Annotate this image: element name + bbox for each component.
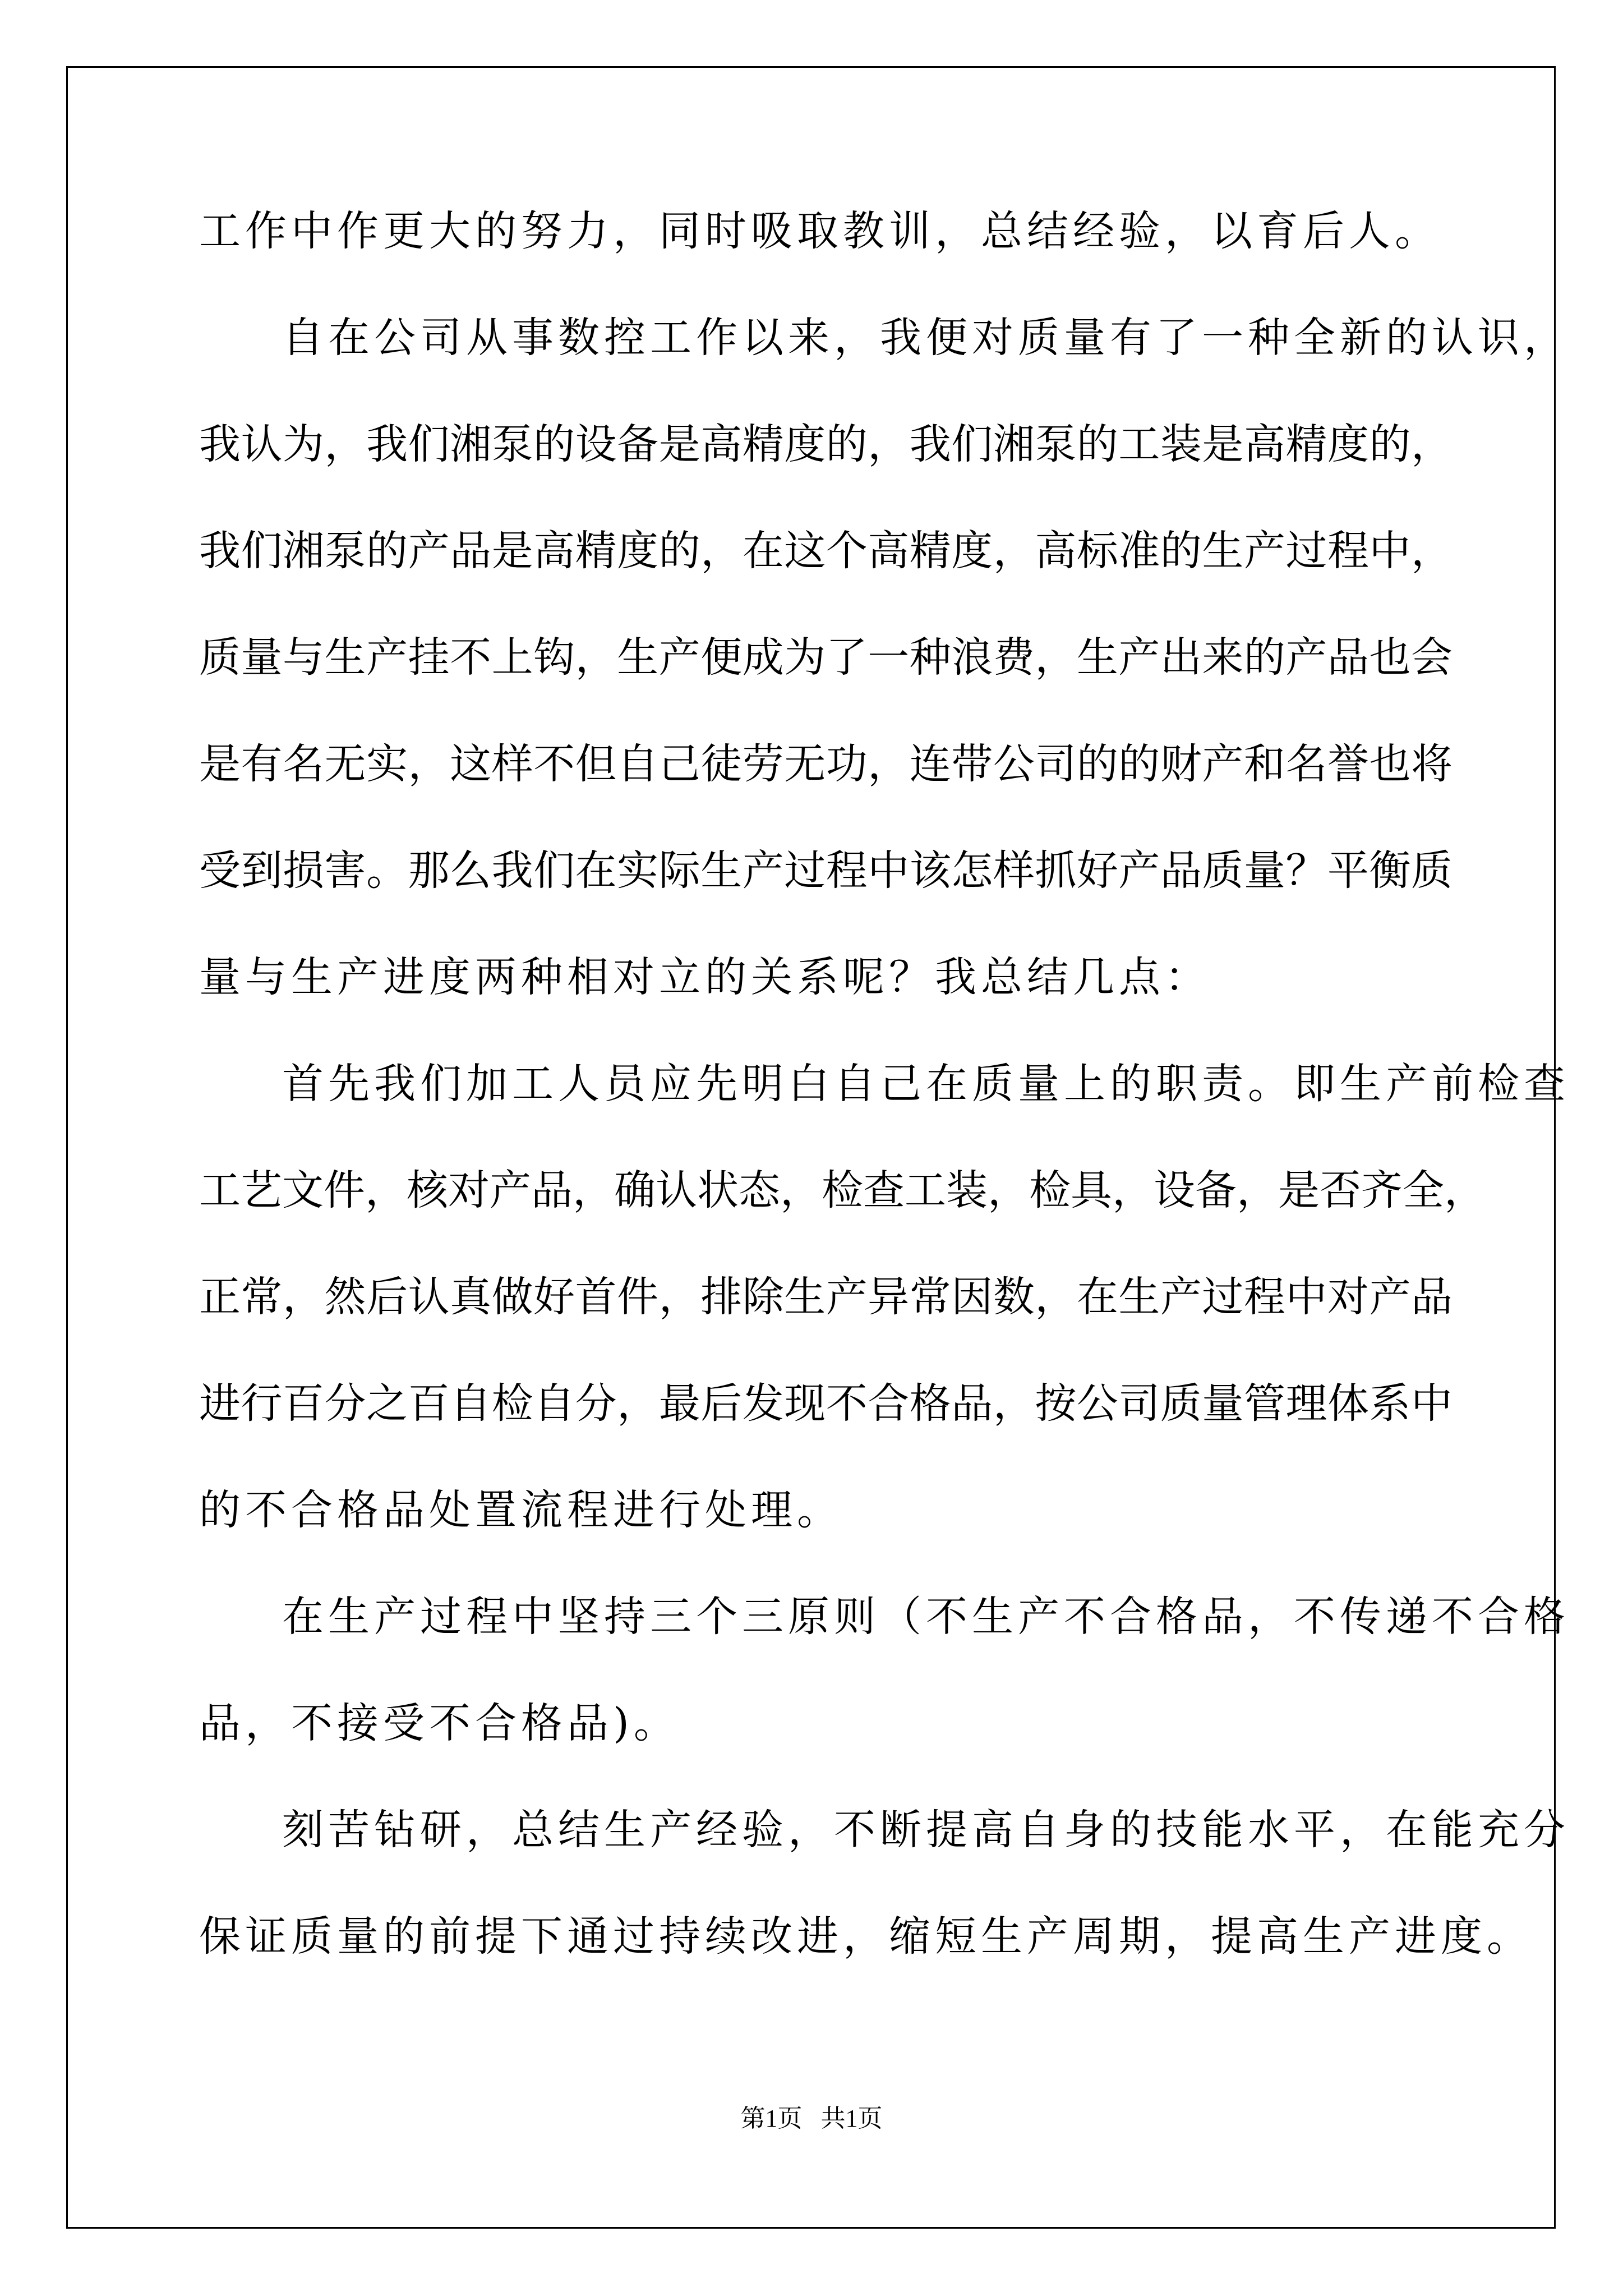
text-line: 的不合格品处置流程进行处理。 <box>199 1486 843 1534</box>
paragraph-first-line: 刻苦钻研，总结生产经验，不断提高自身的技能水平，在能充分 <box>282 1806 1570 1854</box>
text-line: 保证质量的前提下通过持续改进，缩短生产周期，提高生产进度。 <box>199 1912 1533 1961</box>
text-line: 正常，然后认真做好首件，排除生产异常因数，在生产过程中对产品 <box>199 1273 1453 1321</box>
text-line: 我认为，我们湘泵的设备是高精度的，我们湘泵的工装是高精度的， <box>199 420 1453 468</box>
text-line: 工艺文件，核对产品，确认状态，检查工装，检具，设备，是否齐全， <box>199 1166 1486 1214</box>
page-border <box>66 66 1556 2229</box>
text-line: 受到损害。那么我们在实际生产过程中该怎样抓好产品质量？平衡质 <box>199 846 1453 895</box>
text-line: 工作中作更大的努力，同时吸取教训，总结经验，以育后人。 <box>199 207 1441 255</box>
text-line: 我们湘泵的产品是高精度的，在这个高精度，高标准的生产过程中， <box>199 527 1453 575</box>
text-line: 质量与生产挂不上钩，生产便成为了一种浪费，生产出来的产品也会 <box>199 633 1453 682</box>
text-line: 进行百分之百自检自分，最后发现不合格品，按公司质量管理体系中 <box>199 1379 1453 1428</box>
text-line: 品，不接受不合格品)。 <box>199 1699 680 1747</box>
paragraph-first-line: 在生产过程中坚持三个三原则（不生产不合格品，不传递不合格 <box>282 1593 1570 1641</box>
paragraph-first-line: 首先我们加工人员应先明白自己在质量上的职责。即生产前检查 <box>282 1060 1570 1108</box>
text-line: 量与生产进度两种相对立的关系呢？我总结几点： <box>199 953 1211 1001</box>
paragraph-first-line: 自在公司从事数控工作以来，我便对质量有了一种全新的认识， <box>282 314 1570 362</box>
text-line: 是有名无实，这样不但自己徒劳无功，连带公司的的财产和名誉也将 <box>199 740 1453 788</box>
page-number-footer: 第1页 共1页 <box>740 2105 883 2132</box>
